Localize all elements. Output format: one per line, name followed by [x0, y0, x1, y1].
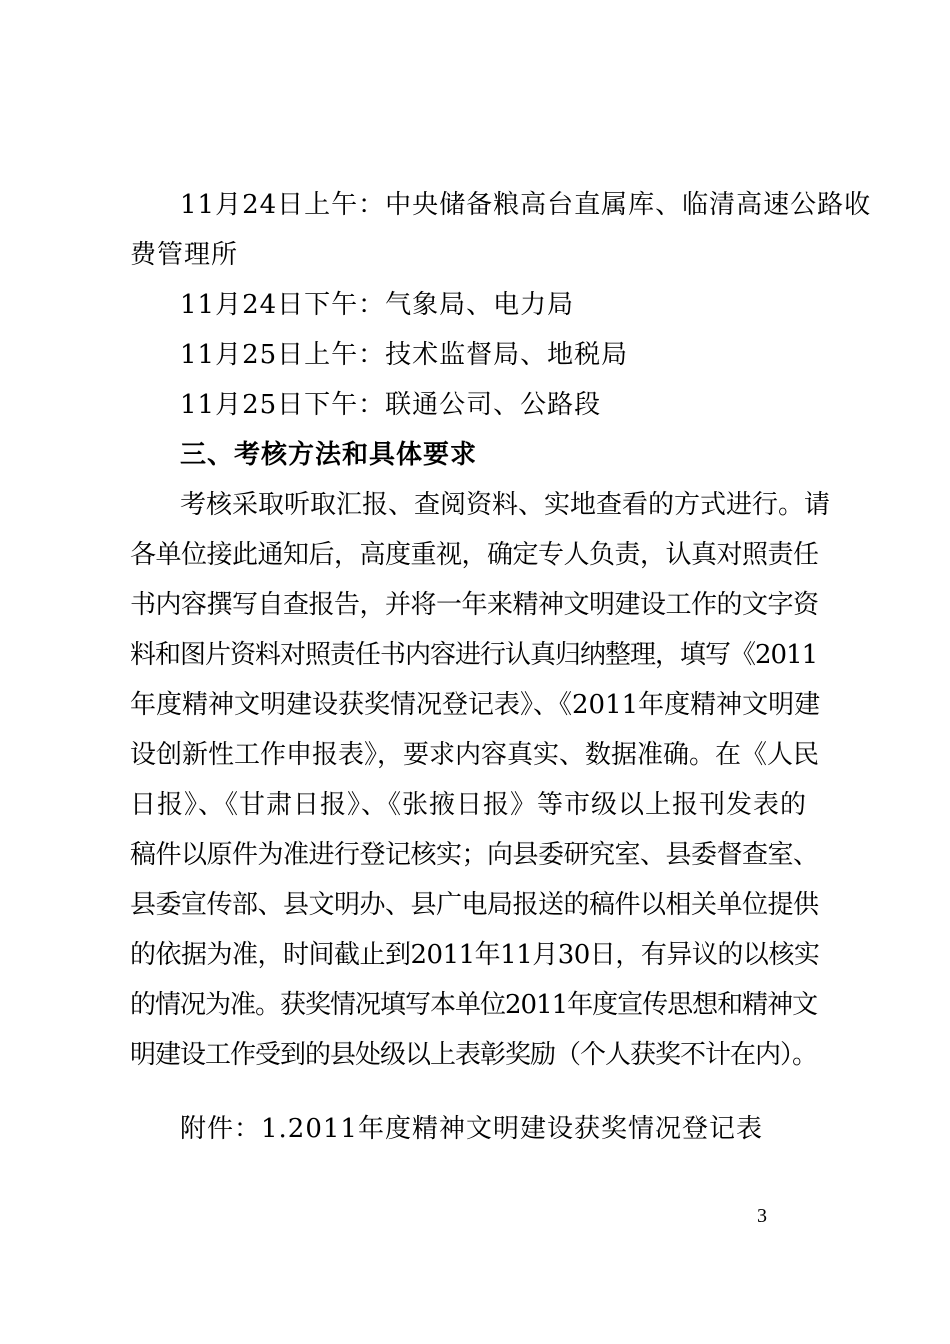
page-number: 3 [757, 1205, 767, 1227]
schedule-line-4: 11月25日下午：联通公司、公路段 [180, 390, 602, 420]
body-paragraph-line: 的依据为准，时间截止到2011年11月30日，有异议的以核实 [130, 940, 820, 970]
body-paragraph-line: 年度精神文明建设获奖情况登记表》、《2011年度精神文明建 [130, 690, 821, 720]
body-paragraph-line: 书内容撰写自查报告，并将一年来精神文明建设工作的文字资 [130, 590, 819, 620]
body-paragraph-line: 稿件以原件为准进行登记核实；向县委研究室、县委督查室、 [130, 840, 819, 870]
attachment-line: 附件：1.2011年度精神文明建设获奖情况登记表 [180, 1114, 763, 1144]
body-paragraph-line: 的情况为准。获奖情况填写本单位2011年度宣传思想和精神文 [130, 990, 818, 1020]
body-paragraph-line: 料和图片资料对照责任书内容进行认真归纳整理，填写《2011 [130, 640, 818, 670]
body-paragraph-line: 考核采取听取汇报、查阅资料、实地查看的方式进行。请 [180, 490, 831, 520]
body-paragraph-line: 各单位接此通知后，高度重视，确定专人负责，认真对照责任 [130, 540, 819, 570]
body-paragraph-line: 明建设工作受到的县处级以上表彰奖励（个人获奖不计在内）。 [130, 1040, 818, 1070]
body-paragraph-line: 县委宣传部、县文明办、县广电局报送的稿件以相关单位提供 [130, 890, 819, 920]
section-heading: 三、考核方法和具体要求 [180, 440, 478, 470]
schedule-line-1-continued: 费管理所 [130, 240, 239, 270]
schedule-line-2: 11月24日下午：气象局、电力局 [180, 290, 575, 320]
body-paragraph-line: 设创新性工作申报表》，要求内容真实、数据准确。在《人民 [130, 740, 820, 770]
schedule-line-3: 11月25日上午：技术监督局、地税局 [180, 340, 629, 370]
schedule-line-1: 11月24日上午：中央储备粮高台直属库、临清高速公路收 [180, 190, 872, 220]
body-paragraph-line: 日报》、《甘肃日报》、《张掖日报》等市级以上报刊发表的 [130, 790, 808, 820]
